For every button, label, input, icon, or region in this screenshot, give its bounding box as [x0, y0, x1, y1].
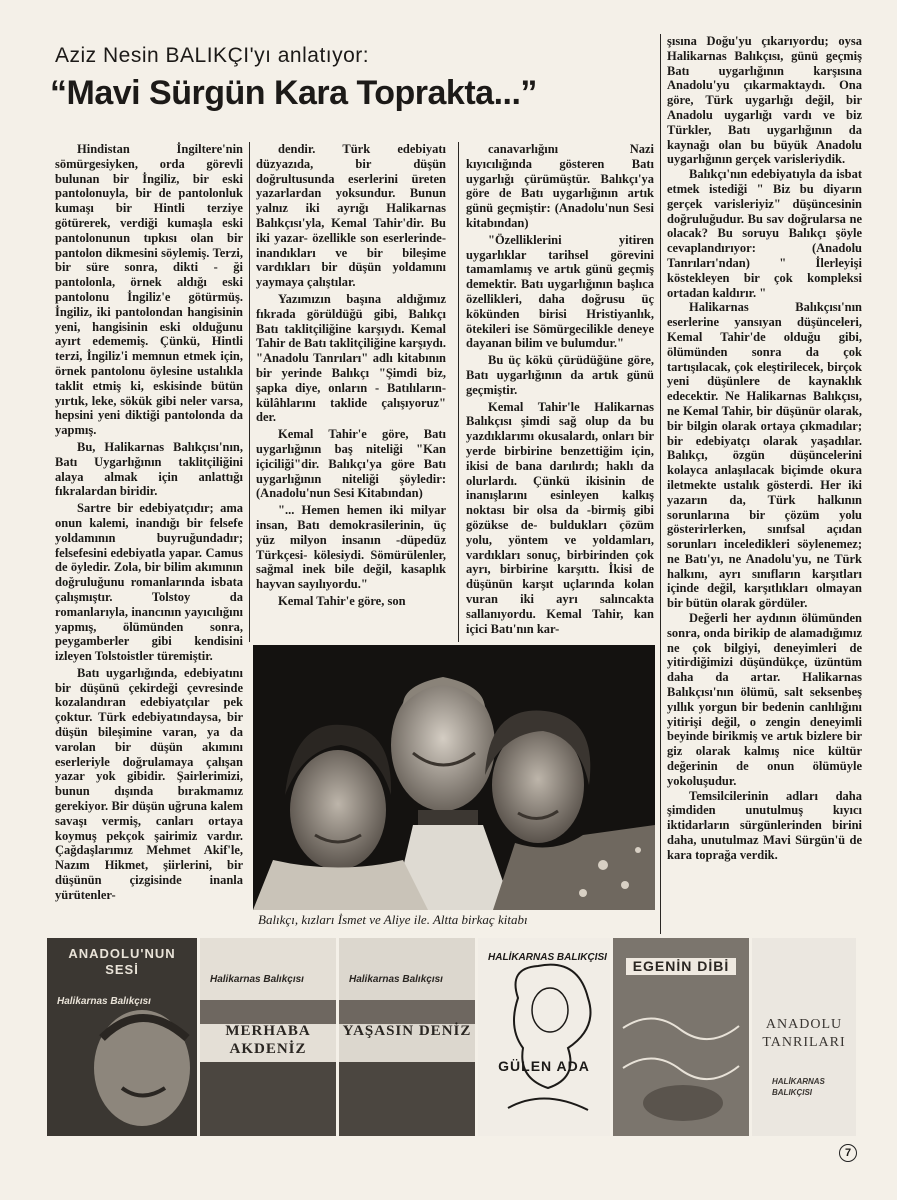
paragraph: Sartre bir edebiyatçıdır; ama onun kalemi, inandığı bir felsefe yoldamının buyruğundadır; felsefesini edebiyatla yapar. Camus de öyledir. Zola, bir bilim akımının doğruluğunu romanlarında isbata çalışmıştır. Tolstoy da romanlarıyla, inancının yayıcılığını yapmış, ölümünden sonra, peygamberler gibi kendisini izleyen Tolstoistler türemiştir. — [55, 501, 243, 664]
paragraph: "Özelliklerini yitiren uygarlıklar tarihsel görevini tamamlamış ve artık günü geçmiş demektir. Batı uygarlığının başlıca özellikleri, daha doğrusu üç kökünden birisi Hristiyanlık, ötekileri ise Sömürgecilikle deneye dayanan bilim ve bulumdur." — [466, 232, 654, 351]
article-column-3 — [466, 142, 654, 642]
column-rule — [660, 34, 661, 934]
book-cover — [47, 938, 197, 1136]
book-title: ANADOLU TANRILARI — [762, 1017, 846, 1050]
book-author: Halikarnas Balıkçısı — [349, 974, 443, 985]
paragraph: Kemal Tahir'e göre, son — [278, 593, 406, 608]
book-title: GÜLEN ADA — [498, 1058, 590, 1074]
article-column-1 — [55, 142, 243, 932]
column-rule — [249, 142, 250, 642]
paragraph: Yazımızın başına aldığımız fıkrada görüldüğü gibi, Balıkçı Batı taklitçiliğine karşıydı. Kemal Tahir de Batı taklitçiliğine karşıydı. "Anadolu Tanrıları" adlı kitabının bir yerinde Balıkçı "Şimdi biz, şapka diye, onların - Batılıların- külâhlarını taklide çalışıyoruz" der. — [256, 291, 446, 425]
paragraph: Batı uygarlığında, edebiyatını bir düşünü çekirdeği çevresinde kozalandıran edebiyatçılar pek çoktur. Türk edebiyatındaysa, bir düşün bileşimine varan, ya da varolan bir düşün akımını eserleriyle doğrulamaya çalışan yazar yok gibidir. Şairlerimizi, bunun dışında bırakmamız gerekiyor. Bir düşün uğruna kalem savaşı vermiş, canları ortaya koymuş pekçok şairimiz vardır. Çağdaşlarımız Mehmet Akif'le, Nazım Hikmet, şiirlerini, bir düşünün çizgisinde inanla yürütenler- — [55, 665, 243, 902]
sea-illustration — [613, 938, 749, 1136]
book-title: EGENİN DİBİ — [626, 958, 736, 975]
book-cover — [200, 938, 336, 1136]
paragraph: Hindistan İngiltere'nin sömürgesiyken, orda görevli bulunan bir İngiliz, bir eski pantolonuyla, bir de pantolonluk kumaşı bir Hintli terziye götürerek, verdiği kumaşla eski pantolonunun tıpkısı olan bir pantolon dikmesini söylemiş. Terzi, bir süre sonra, dikti - ği pantolonla, örnek aldığı eski pantolonu İngiliz'e götürmüş. İngiliz, iki pantolondan hangisinin yeni, hangisinin eski olduğunu ayırt edememiş. Çünkü, Hintli terzi, İngiliz'i memnun etmek için, örnek pantolonu öylesine ustalıkla taklit etmiş ki, eskisinde bütün yırtık, leke, sökük gibi neler varsa, hepsini yeni diktiği pantolonda da yapmış. — [55, 142, 243, 438]
cover-band — [200, 1062, 336, 1136]
portrait-illustration — [47, 938, 197, 1136]
book-cover — [752, 938, 856, 1136]
book-author: HALİKARNAS BALIKÇISI — [772, 1077, 825, 1097]
photo-illustration — [253, 645, 655, 910]
kicker: Aziz Nesin BALIKÇI'yı anlatıyor: — [55, 44, 370, 67]
book-cover — [339, 938, 475, 1136]
paragraph: "... Hemen hemen iki milyar insan, Batı demokrasilerinin, üç yüz milyon insanın -düpedüz Türkçesi- kölesiydi. Sömürülenler, sağmal inek bile değil, kasaplık hayvan sayılıyordu." — [256, 503, 446, 592]
paragraph: Kemal Tahir'e göre, Batı uygarlığının baş niteliği "Kan içiciliği"dir. Balıkçı'ya göre Batı uygarlığının niteliği şöyledir: (Anadolu'nun Sesi Kitabından) — [256, 427, 446, 501]
cover-band — [339, 1000, 475, 1024]
book-author: HALİKARNAS BALIKÇISI — [488, 952, 607, 963]
photo-caption: Balıkçı, kızları İsmet ve Aliye ile. Altta birkaç kitabı — [258, 912, 528, 927]
cover-band — [339, 1062, 475, 1136]
book-author: Halikarnas Balıkçısı — [210, 974, 304, 985]
paragraph: Temsilcilerinin adları daha şimdiden unutulmuş kıyıcı iktidarların sürgünlerinden birini daha, unutulmaz Mavi Sürgün'ü de kara toprağa verdik. — [667, 788, 862, 862]
book-cover — [613, 938, 749, 1136]
column-rule — [458, 142, 459, 642]
paragraph: Bu üç kökü çürüdüğüne göre, Batı uygarlığının da artık günü geçmiştir. — [466, 353, 654, 397]
book-title: ANADOLU'NUN SESİ — [68, 946, 176, 977]
paragraph: Halikarnas Balıkçısı'nın eserlerine yansıyan düşünceleri, Kemal Tahir'de olduğu gibi, ölümünden sonra da çok tartışılacak, çok eleştirilecek, birçok yeni düşünlere de kaynaklık edecektir. Ne Halikarnas Balıkçısı, ne Kemal Tahir, bir düşünür olarak, bir bilgin olarak ortaya çıkmadılar; bir edebiyatçı olarak yaşadılar. Balıkçı, özgün düşüncelerini kolayca anlaşılacak biçimde okura iletmekte ustalık gösterdi. Her iki yazarın da, Türk halkının sorunlarına bir çözüm yolu gösterirlerken, sınıfsal açıdan sorunları inceledikleri söylenemez; ne Batı'yı, ne Anadolu'yu, ne Türk halkını, ayrı sınıfların karşıtları içinde değil, karşıtlıkları olmayan bir bütün olarak gördüler. — [667, 300, 862, 611]
book-title: YAŞASIN DENİZ — [342, 1023, 472, 1039]
paragraph: Balıkçı'nın edebiyatıyla da isbat etmek istediği " Biz bu diyarın gerçek varisleriyiz" düşüncesinin doğruluğudur. Bu sav doğrularsa ne olacak? Bu soruyu Balıkçı şöyle cevaplandırıyor: (Anadolu Tanrıları'ndan) " İlerleyişi köstekleyen bir çok kompleksi ortadan kaldırır. " — [667, 167, 862, 300]
book-title: MERHABA AKDENİZ — [225, 1023, 311, 1057]
book-covers — [45, 938, 855, 1138]
mermaid-illustration — [478, 938, 610, 1136]
page-number: 7 — [839, 1144, 857, 1162]
headline: “Mavi Sürgün Kara Toprakta...” — [50, 74, 537, 112]
paragraph: canavarlığını Nazi kıyıcılığında gösteren Batı uygarlığı çürümüştür. Balıkçı'ya göre de Batı uygarlığının artık günü geçmiştir: (Anadolu'nun Sesi kitabından) — [466, 142, 654, 230]
paragraph: Değerli her aydının ölümünden sonra, onda birikip de alamadığımız ne çok bilgiyi, deneyimleri de yitirdiğimizi düşündükçe, üzüntüm daha da artar. Halikarnas Balıkçısı'nın ölümü, salt seksenbeş yıllık yorgun bir bedenin canlılığını yitirişi değil, o zengin deneyimli beyinde birikmiş ve artık bizlere bir giz olarak kalmış nice kültür değerinin de onun ölümüyle yokoluşudur. — [667, 611, 862, 788]
article-column-2 — [256, 142, 446, 642]
paragraph: Kemal Tahir'le Halikarnas Balıkçısı şimdi sağ olup da bu yazdıklarımı okusalardı, onları bir yerde birbirine benzettiğim için, ikisi de bana darılırdı; haklı da olurlardı. Çünkü ikisinin de inanışlarını esinleyen kalkış noktası bir olsa da -birmiş gibi gözükse de- buldukları çözüm yolu, yöntem ve yoldamları, vardıkları sonuç, birbirinden çok ayrı, birbirine karşıttı. İkisi de düşünün karşıt uçlarında kolan vuran iki ayrı salıncakta sallanıyordu. Kemal Tahir, kan içici Batı'nın kar- — [466, 399, 654, 636]
paragraph: dendir. Türk edebiyatı düzyazıda, bir düşün doğrultusunda eserlerini üreten yazarlardan yoksundur. Bunun yalnız iki ayrığı Halikarnas Balıkçısı'yla, Kemal Tahir'dir. Bu iki yazar- özellikle son eserlerinde- inandıkları ve bir bileşime vardıkları bir düşün yoldamını yaymaya çalıştılar. — [256, 142, 446, 290]
paragraph: Bu, Halikarnas Balıkçısı'nın, Batı Uygarlığının taklitçiliğini alaya almak için anlattığı fıkralardan biridir. — [55, 439, 243, 499]
article-column-4 — [667, 34, 862, 934]
book-cover — [478, 938, 610, 1136]
cover-band — [200, 1000, 336, 1024]
paragraph: şısına Doğu'yu çıkarıyordu; oysa Halikarnas Balıkçısı, günü geçmiş Batı uygarlığının karşısına Anadolu'yu çıkarmaktaydı. Ona göre, Türk uygarlığı değil, bir Anadolu uygarlığı vardı ve biz Türkler, Batı uygarlığının da kaynağı olan bu büyük Anadolu uygarlığının gerçek varisleriydik. — [667, 34, 862, 167]
family-photo — [253, 645, 655, 910]
book-author: Halikarnas Balıkçısı — [57, 996, 151, 1007]
